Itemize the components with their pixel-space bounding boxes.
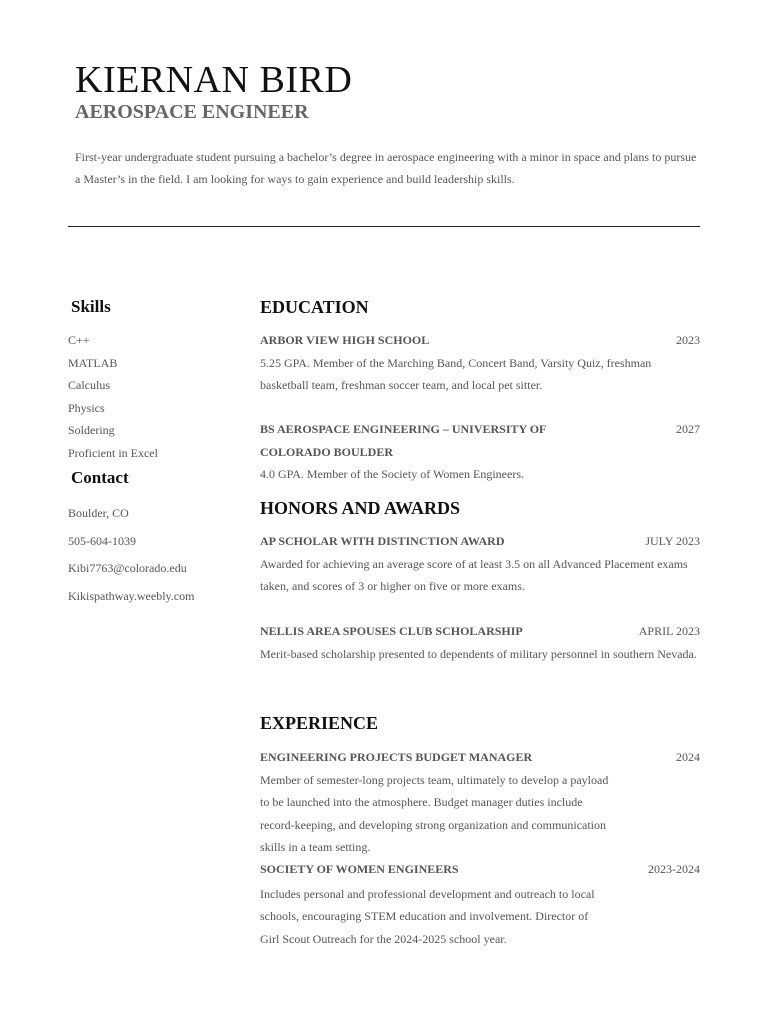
contact-heading: Contact bbox=[71, 468, 129, 487]
entry-date: JULY 2023 bbox=[645, 534, 700, 548]
contact-location: Boulder, CO bbox=[68, 506, 129, 520]
experience-entry bbox=[260, 858, 700, 950]
entry-description: Includes personal and professional development and outreach to local schools, encouraging STEM education and involvement. Director of Girl Scout Outreach for the 2024-2025 school year. bbox=[260, 886, 595, 946]
education-entry bbox=[260, 418, 700, 486]
skills-heading: Skills bbox=[71, 297, 111, 316]
contact-email[interactable]: Kibi7763@colorado.edu bbox=[68, 561, 187, 575]
skill-item: Physics bbox=[68, 400, 105, 415]
summary: First-year undergraduate student pursuing a bachelor’s degree in aerospace engineering with a minor in space and plans to pursue a Master’s in the field. I am looking for ways to gain experience and build leadership skills. bbox=[75, 150, 697, 186]
education-entry bbox=[260, 329, 700, 397]
honors-heading: HONORS AND AWARDS bbox=[260, 498, 461, 518]
job-title: AEROSPACE ENGINEER bbox=[75, 101, 309, 123]
entry-title: NELLIS AREA SPOUSES CLUB SCHOLARSHIP bbox=[260, 624, 523, 638]
resume-name: KIERNAN BIRD bbox=[75, 59, 353, 101]
honor-entry bbox=[260, 620, 700, 665]
skill-item: Proficient in Excel bbox=[68, 445, 158, 460]
entry-title: BS AEROSPACE ENGINEERING – UNIVERSITY OF COLORADO BOULDER bbox=[260, 422, 546, 459]
entry-title: SOCIETY OF WOMEN ENGINEERS bbox=[260, 862, 459, 876]
entry-date: 2027 bbox=[676, 422, 700, 436]
entry-date: 2024 bbox=[676, 750, 700, 764]
entry-description: Merit-based scholarship presented to dependents of military personnel in southern Nevada. bbox=[260, 646, 697, 661]
entry-description: 5.25 GPA. Member of the Marching Band, Concert Band, Varsity Quiz, freshman basketball team, freshman soccer team, and local pet sitter. bbox=[260, 355, 652, 392]
honor-entry bbox=[260, 530, 700, 598]
contact-list bbox=[68, 500, 194, 610]
header-divider bbox=[68, 226, 700, 227]
entry-title: AP SCHOLAR WITH DISTINCTION AWARD bbox=[260, 534, 505, 548]
skill-item: Soldering bbox=[68, 423, 115, 437]
entry-description: 4.0 GPA. Member of the Society of Women Engineers. bbox=[260, 467, 524, 481]
skills-list bbox=[68, 329, 158, 464]
contact-website[interactable]: Kikispathway.weebly.com bbox=[68, 588, 195, 603]
entry-date: 2023-2024 bbox=[648, 862, 700, 876]
skill-item: Calculus bbox=[68, 378, 110, 392]
skill-item: C++ bbox=[68, 333, 90, 347]
experience-entry bbox=[260, 746, 700, 859]
entry-description: Member of semester-long projects team, ultimately to develop a payload to be launched into the atmosphere. Budget manager duties include record-keeping, and developing strong organization and communication skills in a team setting. bbox=[260, 772, 609, 854]
entry-date: 2023 bbox=[676, 333, 700, 347]
entry-title: ARBOR VIEW HIGH SCHOOL bbox=[260, 333, 430, 347]
education-heading: EDUCATION bbox=[260, 297, 369, 317]
entry-date: APRIL 2023 bbox=[638, 624, 700, 638]
skill-item: MATLAB bbox=[68, 355, 118, 370]
contact-phone[interactable]: 505-604-1039 bbox=[68, 533, 136, 548]
entry-description: Awarded for achieving an average score of at least 3.5 on all Advanced Placement exams taken, and scores of 3 or higher on five or more exams. bbox=[260, 556, 688, 593]
experience-heading: EXPERIENCE bbox=[260, 713, 379, 733]
entry-title: ENGINEERING PROJECTS BUDGET MANAGER bbox=[260, 750, 533, 764]
